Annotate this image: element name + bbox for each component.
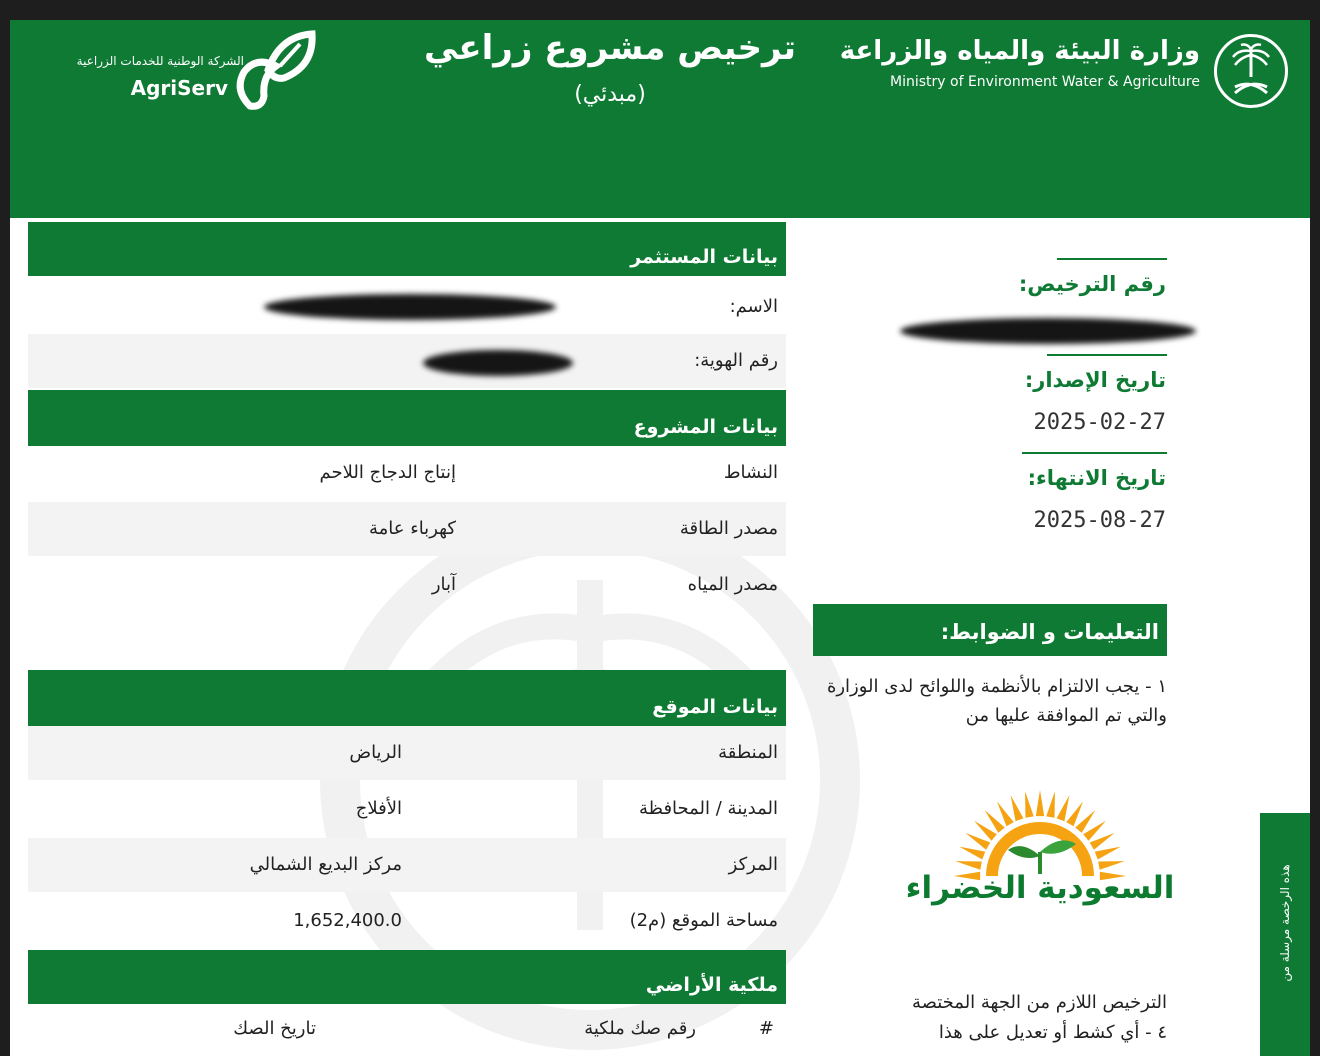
divider: [1057, 258, 1167, 260]
table-row-name: [28, 280, 786, 334]
sun-ray: [1046, 791, 1055, 817]
expiry-date-value: 2025-08-27: [1033, 508, 1166, 533]
section-heading-project: بيانات المشروع: [28, 390, 786, 446]
document-header: [10, 20, 1310, 218]
name-label: الاسم:: [729, 296, 778, 317]
redacted-name: [264, 294, 556, 320]
instructions-continued: [813, 988, 1167, 1056]
instruction-item-1: ١ - يجب الالتزام بالأنظمة واللوائح لدى الوزارة والتي تم الموافقة عليها من: [826, 676, 1167, 726]
redacted-license-number: [900, 318, 1196, 344]
company-name-english: AgriServ: [130, 76, 228, 100]
table-row: [28, 446, 786, 500]
section-heading-investor: بيانات المستثمر: [28, 222, 786, 276]
divider: [1047, 354, 1167, 356]
row-value: الأفلاج: [355, 798, 402, 819]
sun-ray: [1057, 795, 1070, 821]
table-row: [28, 894, 786, 948]
row-label: المركز: [728, 854, 778, 875]
company-name-arabic: الشركة الوطنية للخدمات الزراعية: [76, 54, 244, 68]
sun-ray: [966, 833, 991, 850]
section-heading-land: ملكية الأراضي: [28, 950, 786, 1004]
row-label: مساحة الموقع (م2): [629, 910, 778, 931]
saudi-green-logo-text: السعودية الخضراء: [905, 870, 1175, 906]
sun-ray: [997, 802, 1014, 827]
divider: [1022, 452, 1167, 454]
row-label: المدينة / المحافظة: [639, 798, 778, 819]
sun-ray: [1098, 861, 1124, 870]
issue-date-label: تاريخ الإصدار:: [1024, 368, 1166, 392]
sun-ray: [955, 861, 981, 870]
row-value: آبار: [431, 574, 456, 595]
document-subtitle: (مبدئي): [574, 82, 646, 107]
land-table-header: [28, 1006, 786, 1056]
instructions-heading: التعليمات و الضوابط:: [813, 604, 1167, 656]
palm-swords-emblem-icon: [1214, 34, 1288, 108]
row-label: النشاط: [723, 462, 778, 483]
table-row: [28, 726, 786, 780]
table-row: [28, 782, 786, 836]
sun-ray: [1066, 802, 1083, 827]
expiry-date-label: تاريخ الانتهاء:: [1027, 466, 1166, 490]
sun-ray: [959, 847, 985, 860]
instruction-item-4: ٤ - أي كشط أو تعديل على هذا: [938, 1022, 1167, 1043]
row-value: الرياض: [349, 742, 402, 763]
table-row: [28, 838, 786, 892]
table-row: [28, 502, 786, 556]
section-heading-location: بيانات الموقع: [28, 670, 786, 726]
table-row: [28, 558, 786, 612]
issue-date-value: 2025-02-27: [1033, 410, 1166, 435]
row-value: مركز البديع الشمالي: [249, 854, 402, 875]
sun-ray: [1011, 795, 1024, 821]
sun-ray: [1095, 847, 1121, 860]
sun-ray: [1036, 790, 1044, 816]
document-title: ترخيص مشروع زراعي: [424, 28, 796, 68]
row-value: كهرباء عامة: [369, 518, 456, 539]
row-value: 1,652,400.0: [293, 910, 402, 931]
ministry-name-english: Ministry of Environment Water & Agriculture: [890, 74, 1200, 90]
license-document: [10, 20, 1310, 1056]
side-tab-text: هذه الرخصة مرسلة من: [1278, 864, 1292, 982]
redacted-id: [423, 350, 573, 376]
column-header-index: #: [758, 1018, 774, 1039]
row-label: مصدر الطاقة: [679, 518, 778, 539]
id-label: رقم الهوية:: [694, 350, 778, 371]
agriserv-leaf-logo-icon: [228, 26, 318, 112]
instruction-tail-line: الترخيص اللازم من الجهة المختصة: [911, 992, 1167, 1013]
row-value: إنتاج الدجاج اللاحم: [319, 462, 456, 483]
column-header-deed-date: تاريخ الصك: [233, 1018, 316, 1039]
side-tab: [1260, 813, 1310, 1056]
ministry-name-arabic: وزارة البيئة والمياه والزراعة: [839, 36, 1200, 66]
row-label: المنطقة: [718, 742, 778, 763]
license-number-label: رقم الترخيص:: [1018, 272, 1166, 296]
column-header-deed-number: رقم صك ملكية: [584, 1018, 696, 1039]
table-row-id: [28, 334, 786, 388]
row-label: مصدر المياه: [687, 574, 778, 595]
sun-ray: [1090, 833, 1115, 850]
sun-ray: [1025, 791, 1034, 817]
